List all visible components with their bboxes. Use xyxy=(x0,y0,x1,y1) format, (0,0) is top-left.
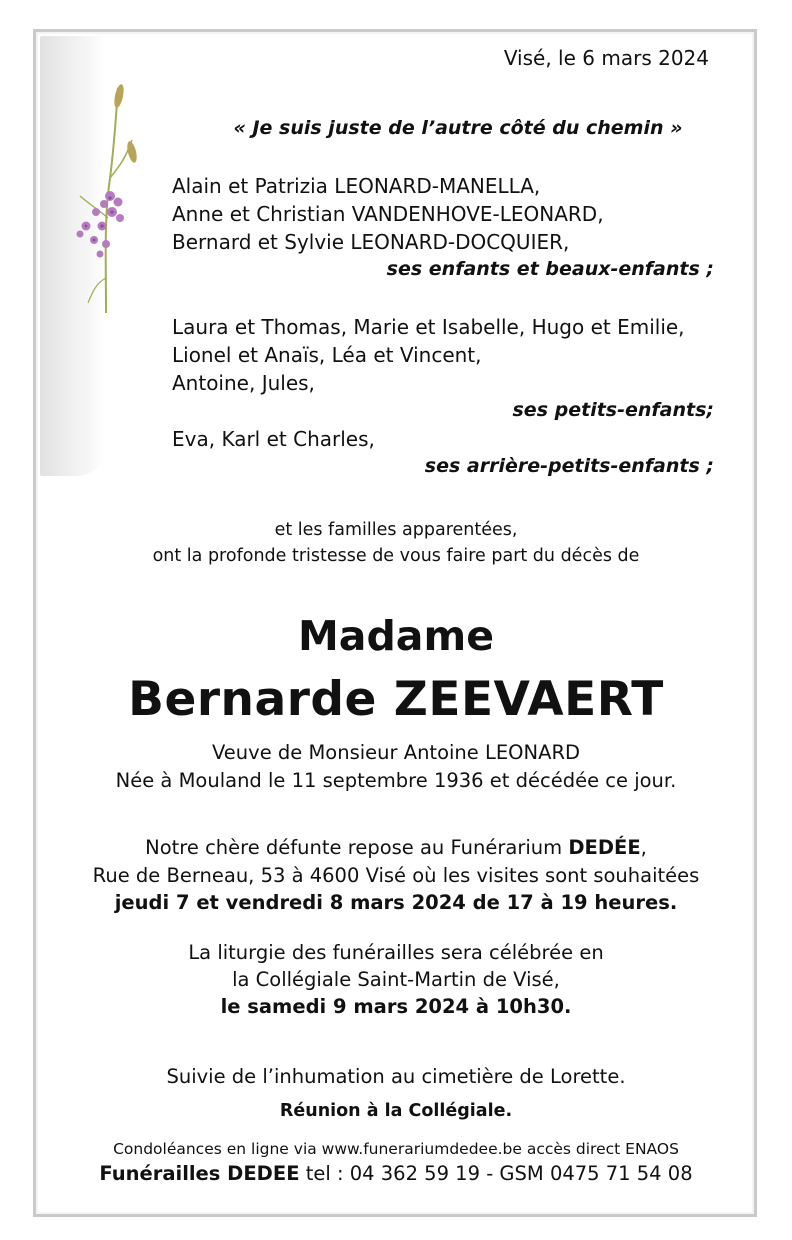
children-line: Anne et Christian VANDENHOVE-LEONARD, xyxy=(172,202,604,226)
deceased-name: Bernarde ZEEVAERT xyxy=(128,672,664,727)
grandchildren-line: Lionel et Anaïs, Léa et Vincent, xyxy=(172,343,482,367)
flower-illustration-icon xyxy=(66,78,146,318)
announcement-line: et les familles apparentées, xyxy=(274,520,518,540)
phone-numbers: tel : 04 362 59 19 - GSM 0475 71 54 08 xyxy=(299,1162,693,1185)
deceased-title: Madame xyxy=(297,612,494,660)
grandchildren-line: Laura et Thomas, Marie et Isabelle, Hugo et Emilie, xyxy=(172,315,685,339)
great-grandchildren-relation: ses arrière-petits-enfants ; xyxy=(424,455,714,477)
birth-death-line: Née à Mouland le 11 septembre 1936 et décédée ce jour. xyxy=(115,769,677,792)
children-line: Alain et Patrizia LEONARD-MANELLA, xyxy=(172,174,541,198)
date-line: Visé, le 6 mars 2024 xyxy=(503,46,709,70)
great-grandchildren-line: Eva, Karl et Charles, xyxy=(172,427,375,451)
company-name: Funérailles DEDEE xyxy=(99,1162,300,1185)
visitation-address: Rue de Berneau, 53 à 4600 Visé où les visites sont souhaitées xyxy=(92,864,700,887)
liturgy-datetime: le samedi 9 mars 2024 à 10h30. xyxy=(220,995,572,1018)
burial-line: Suivie de l’inhumation au cimetière de Lorette. xyxy=(166,1065,626,1088)
condolences-line: Condoléances en ligne via www.funerariumdedee.be accès direct ENAOS xyxy=(113,1140,679,1158)
children-line: Bernard et Sylvie LEONARD-DOCQUIER, xyxy=(172,230,570,254)
contact-line xyxy=(0,1162,792,1185)
widow-line: Veuve de Monsieur Antoine LEONARD xyxy=(211,741,581,764)
grandchildren-relation: ses petits-enfants; xyxy=(512,399,714,421)
announcement-line: ont la profonde tristesse de vous faire part du décès de xyxy=(152,546,640,566)
visitation-line: Notre chère défunte repose au Funérarium DEDÉE, xyxy=(145,836,647,859)
liturgy-line: La liturgie des funérailles sera célébrée en xyxy=(188,941,604,964)
meeting-line: Réunion à la Collégiale. xyxy=(279,1101,513,1121)
epitaph-quote: « Je suis juste de l’autre côté du chemin » xyxy=(233,117,683,139)
children-relation: ses enfants et beaux-enfants ; xyxy=(386,258,714,280)
liturgy-location: la Collégiale Saint-Martin de Visé, xyxy=(232,968,560,991)
visitation-hours: jeudi 7 et vendredi 8 mars 2024 de 17 à 19 heures. xyxy=(114,891,678,914)
funeral-home-name: DEDÉE xyxy=(568,836,641,859)
grandchildren-line: Antoine, Jules, xyxy=(172,371,315,395)
